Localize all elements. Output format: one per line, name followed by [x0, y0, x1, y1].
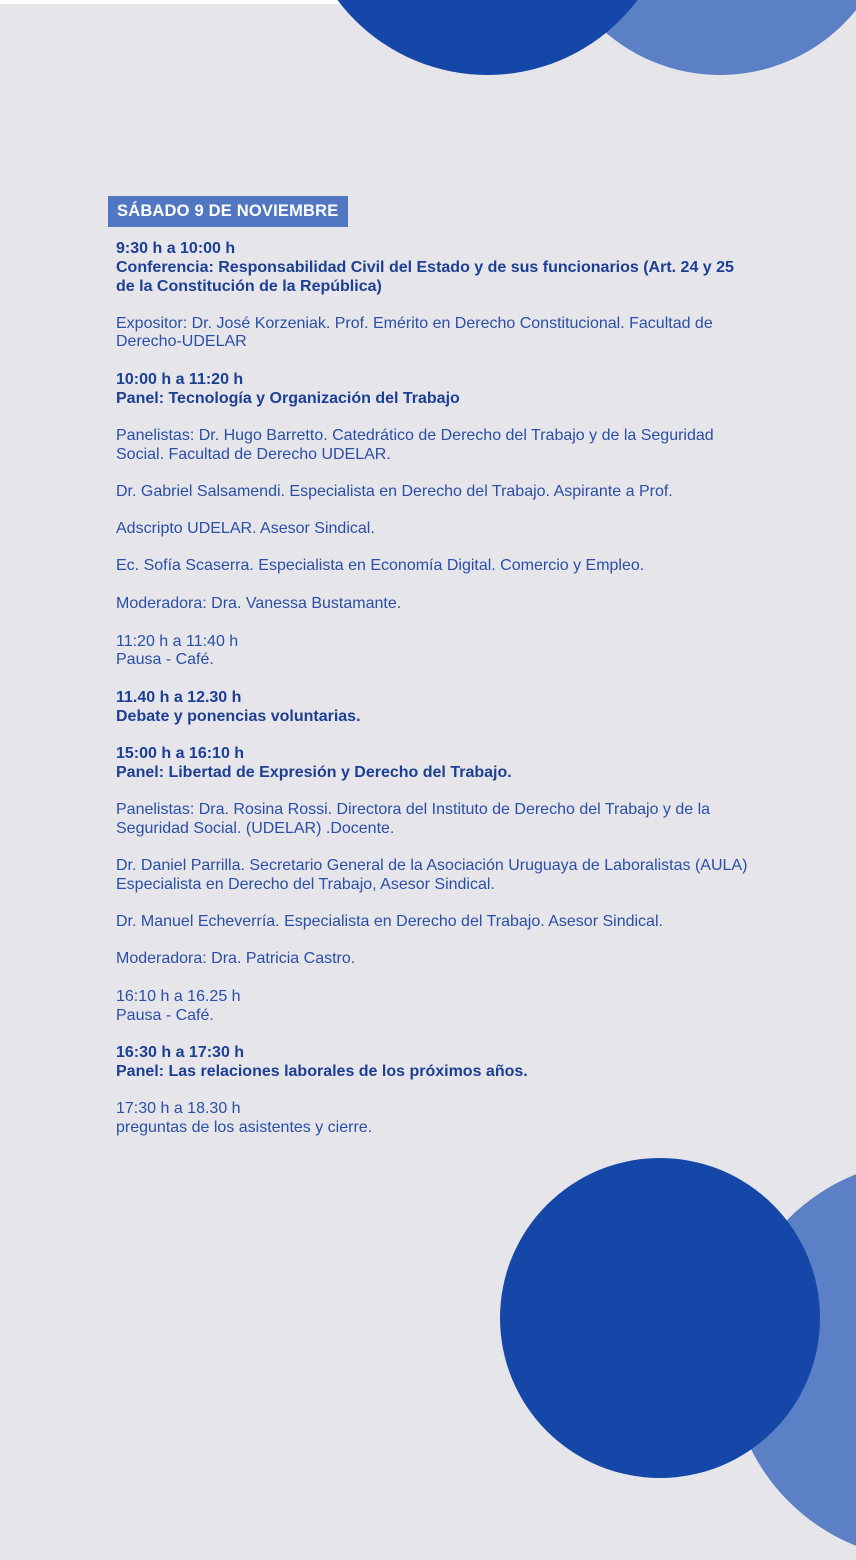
moderator-line: Moderadora: Dra. Vanessa Bustamante. — [116, 595, 402, 612]
session-time: 10:00 h a 11:20 h — [116, 371, 244, 388]
session-title-cont: de la Constitución de la República) — [116, 278, 382, 295]
session-time: 9:30 h a 10:00 h — [116, 240, 236, 257]
session-title: Panel: Libertad de Expresión y Derecho del Trabajo. — [116, 764, 512, 781]
decorative-circle-bottom-dark — [500, 1158, 820, 1478]
panelist-line: Adscripto UDELAR. Asesor Sindical. — [116, 520, 375, 537]
closing-time: 17:30 h a 18.30 h — [116, 1100, 241, 1117]
break-time: 16:10 h a 16.25 h — [116, 988, 241, 1005]
panelist-line: Dr. Manuel Echeverría. Especialista en Derecho del Trabajo. Asesor Sindical. — [116, 913, 663, 930]
break-label: Pausa - Café. — [116, 651, 214, 668]
panelist-line: Dr. Gabriel Salsamendi. Especialista en Derecho del Trabajo. Aspirante a Prof. — [116, 483, 673, 500]
date-badge: SÁBADO 9 DE NOVIEMBRE — [108, 196, 348, 227]
panelist-line: Dr. Daniel Parrilla. Secretario General de la Asociación Uruguaya de Laboralistas (AULA) — [116, 857, 748, 874]
speaker-line: Expositor: Dr. José Korzeniak. Prof. Emérito en Derecho Constitucional. Facultad de — [116, 315, 713, 332]
session-time: 11.40 h a 12.30 h — [116, 689, 242, 706]
panelist-line: Ec. Sofía Scaserra. Especialista en Economía Digital. Comercio y Empleo. — [116, 557, 645, 574]
session-title: Panel: Tecnología y Organización del Trabajo — [116, 390, 460, 407]
speaker-line-cont: Derecho-UDELAR — [116, 333, 247, 350]
session-title: Panel: Las relaciones laborales de los próximos años. — [116, 1063, 528, 1080]
break-time: 11:20 h a 11:40 h — [116, 633, 239, 650]
closing-label: preguntas de los asistentes y cierre. — [116, 1119, 373, 1136]
panelist-line-cont: Seguridad Social. (UDELAR) .Docente. — [116, 820, 395, 837]
session-time: 15:00 h a 16:10 h — [116, 745, 245, 762]
panelist-line-cont: Social. Facultad de Derecho UDELAR. — [116, 446, 391, 463]
panelist-line-cont: Especialista en Derecho del Trabajo, Asesor Sindical. — [116, 876, 495, 893]
panelist-line: Panelistas: Dr. Hugo Barretto. Catedrático de Derecho del Trabajo y de la Seguridad — [116, 427, 714, 444]
panelist-line: Panelistas: Dra. Rosina Rossi. Directora del Instituto de Derecho del Trabajo y de la — [116, 801, 711, 818]
moderator-line: Moderadora: Dra. Patricia Castro. — [116, 950, 356, 967]
break-label: Pausa - Café. — [116, 1007, 214, 1024]
session-title: Debate y ponencias voluntarias. — [116, 708, 361, 725]
session-title: Conferencia: Responsabilidad Civil del Estado y de sus funcionarios (Art. 24 y 25 — [116, 259, 734, 276]
session-time: 16:30 h a 17:30 h — [116, 1044, 245, 1061]
